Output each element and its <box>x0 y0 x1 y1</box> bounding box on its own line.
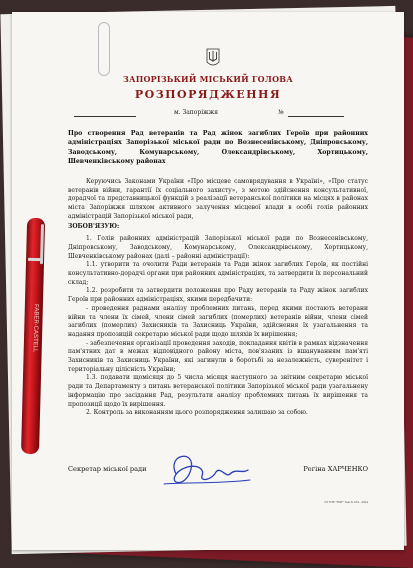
item-2: 2. Контроль за виконанням цього розпорядження залишаю за собою. <box>86 409 308 417</box>
handwritten-signature <box>156 444 254 500</box>
item-1-3: 1.3. подавати щомісяця до 5 числа місяця наступного за звітним секретарю міської ради та Департаменту з питань ветеранської політики Запорізької міської ради узагальнену інформацію про засідання Рад, результати аналізу проблемних питань їх вирішення та пропозиції щодо їх вирішення. <box>68 374 368 408</box>
item-1-2-a: - проведення раднами аналізу проблемних питань, перед якими постають ветерани війни та члени їх сімей, члени сімей загиблих (померлих) ветеранів війни, члени сімей загиблих (померлих) Захисників та Захисниць України, здійснення їх узагальнення та надання пропозицій секретарю міської ради щодо шляхів їх вирішення; <box>68 304 368 338</box>
footnote: ЗЛ ТОВ "ЗМУ" Зам № 234 - 2024 <box>324 501 368 504</box>
item-1-2: 1.2. розробити та затвердити положення про Раду ветеранів та Раду жінок загиблих Героїв при районних адміністраціях, якими передбачити: <box>68 287 368 304</box>
signatory-position: Секретар міської ради <box>68 465 147 473</box>
item-1: 1. Голів районних адміністрацій Запорізької міської ради по Вознесенівському, Дніпровському, Заводському, Комунарському, Олександрівському, Хортицькому, Шевченківському районах (далі – районні адміністрації): <box>68 235 368 260</box>
city-label: м. Запоріжжя <box>174 109 218 116</box>
document-type-heading: РОЗПОРЯДЖЕННЯ <box>134 88 282 101</box>
authority-heading: ЗАПОРІЗЬКИЙ МІСЬКИЙ ГОЛОВА <box>123 74 293 84</box>
preamble: Керуючись Законами України «Про місцеве самоврядування в Україні», «Про статус ветеранів війни, гарантії їх соціального захисту», з метою здійснення консультативної, дорадчої та представницької функцій з реалізації ветеранської політики на місцях в районах міста Запоріжжя шляхом активного залучення місцевої влади в особі голів районних адміністрацій Запорізької міської ради, <box>68 178 368 220</box>
date-line <box>74 116 136 117</box>
paper-clip-icon <box>98 22 110 76</box>
item-1-1: 1.1. утворити та очолити Ради ветеранів та Ради жінок загиблих Героїв, як постійні консультативно-дорадчі органи при районних адміністраціях, та затвердити їх персональний склад; <box>68 261 368 286</box>
document-body <box>68 178 368 418</box>
red-pen <box>11 214 58 465</box>
oblige-heading: ЗОБОВ'ЯЗУЮ: <box>68 222 120 230</box>
pen-brand-text: FABER-CASTELL <box>31 303 39 353</box>
signatory-name: Регіна ХАРЧЕНКО <box>303 465 368 473</box>
item-1-2-b: - забезпечення організації проведення заходів, покладання квітів в рамках відзначення пам'ятних дат в межах відповідного району міста, пов'язаних із вшануванням пам'яті Захисників та Захисниць України, які загинули в боротьбі за незалежність, суверенітет і територіальну цілісність України; <box>68 339 368 373</box>
document-page <box>12 12 404 550</box>
number-sign: № <box>278 109 284 116</box>
number-line <box>288 116 344 117</box>
document-title: Про створення Рад ветеранів та Рад жінок загиблих Героїв при районних адміністраціях Запорізької міської ради по Вознесенівському, Дніпровському, Заводському, Комунарському, Олександрівському, Хортицькому, Шевченківському районах <box>68 130 368 166</box>
trident-emblem-icon <box>206 48 220 68</box>
